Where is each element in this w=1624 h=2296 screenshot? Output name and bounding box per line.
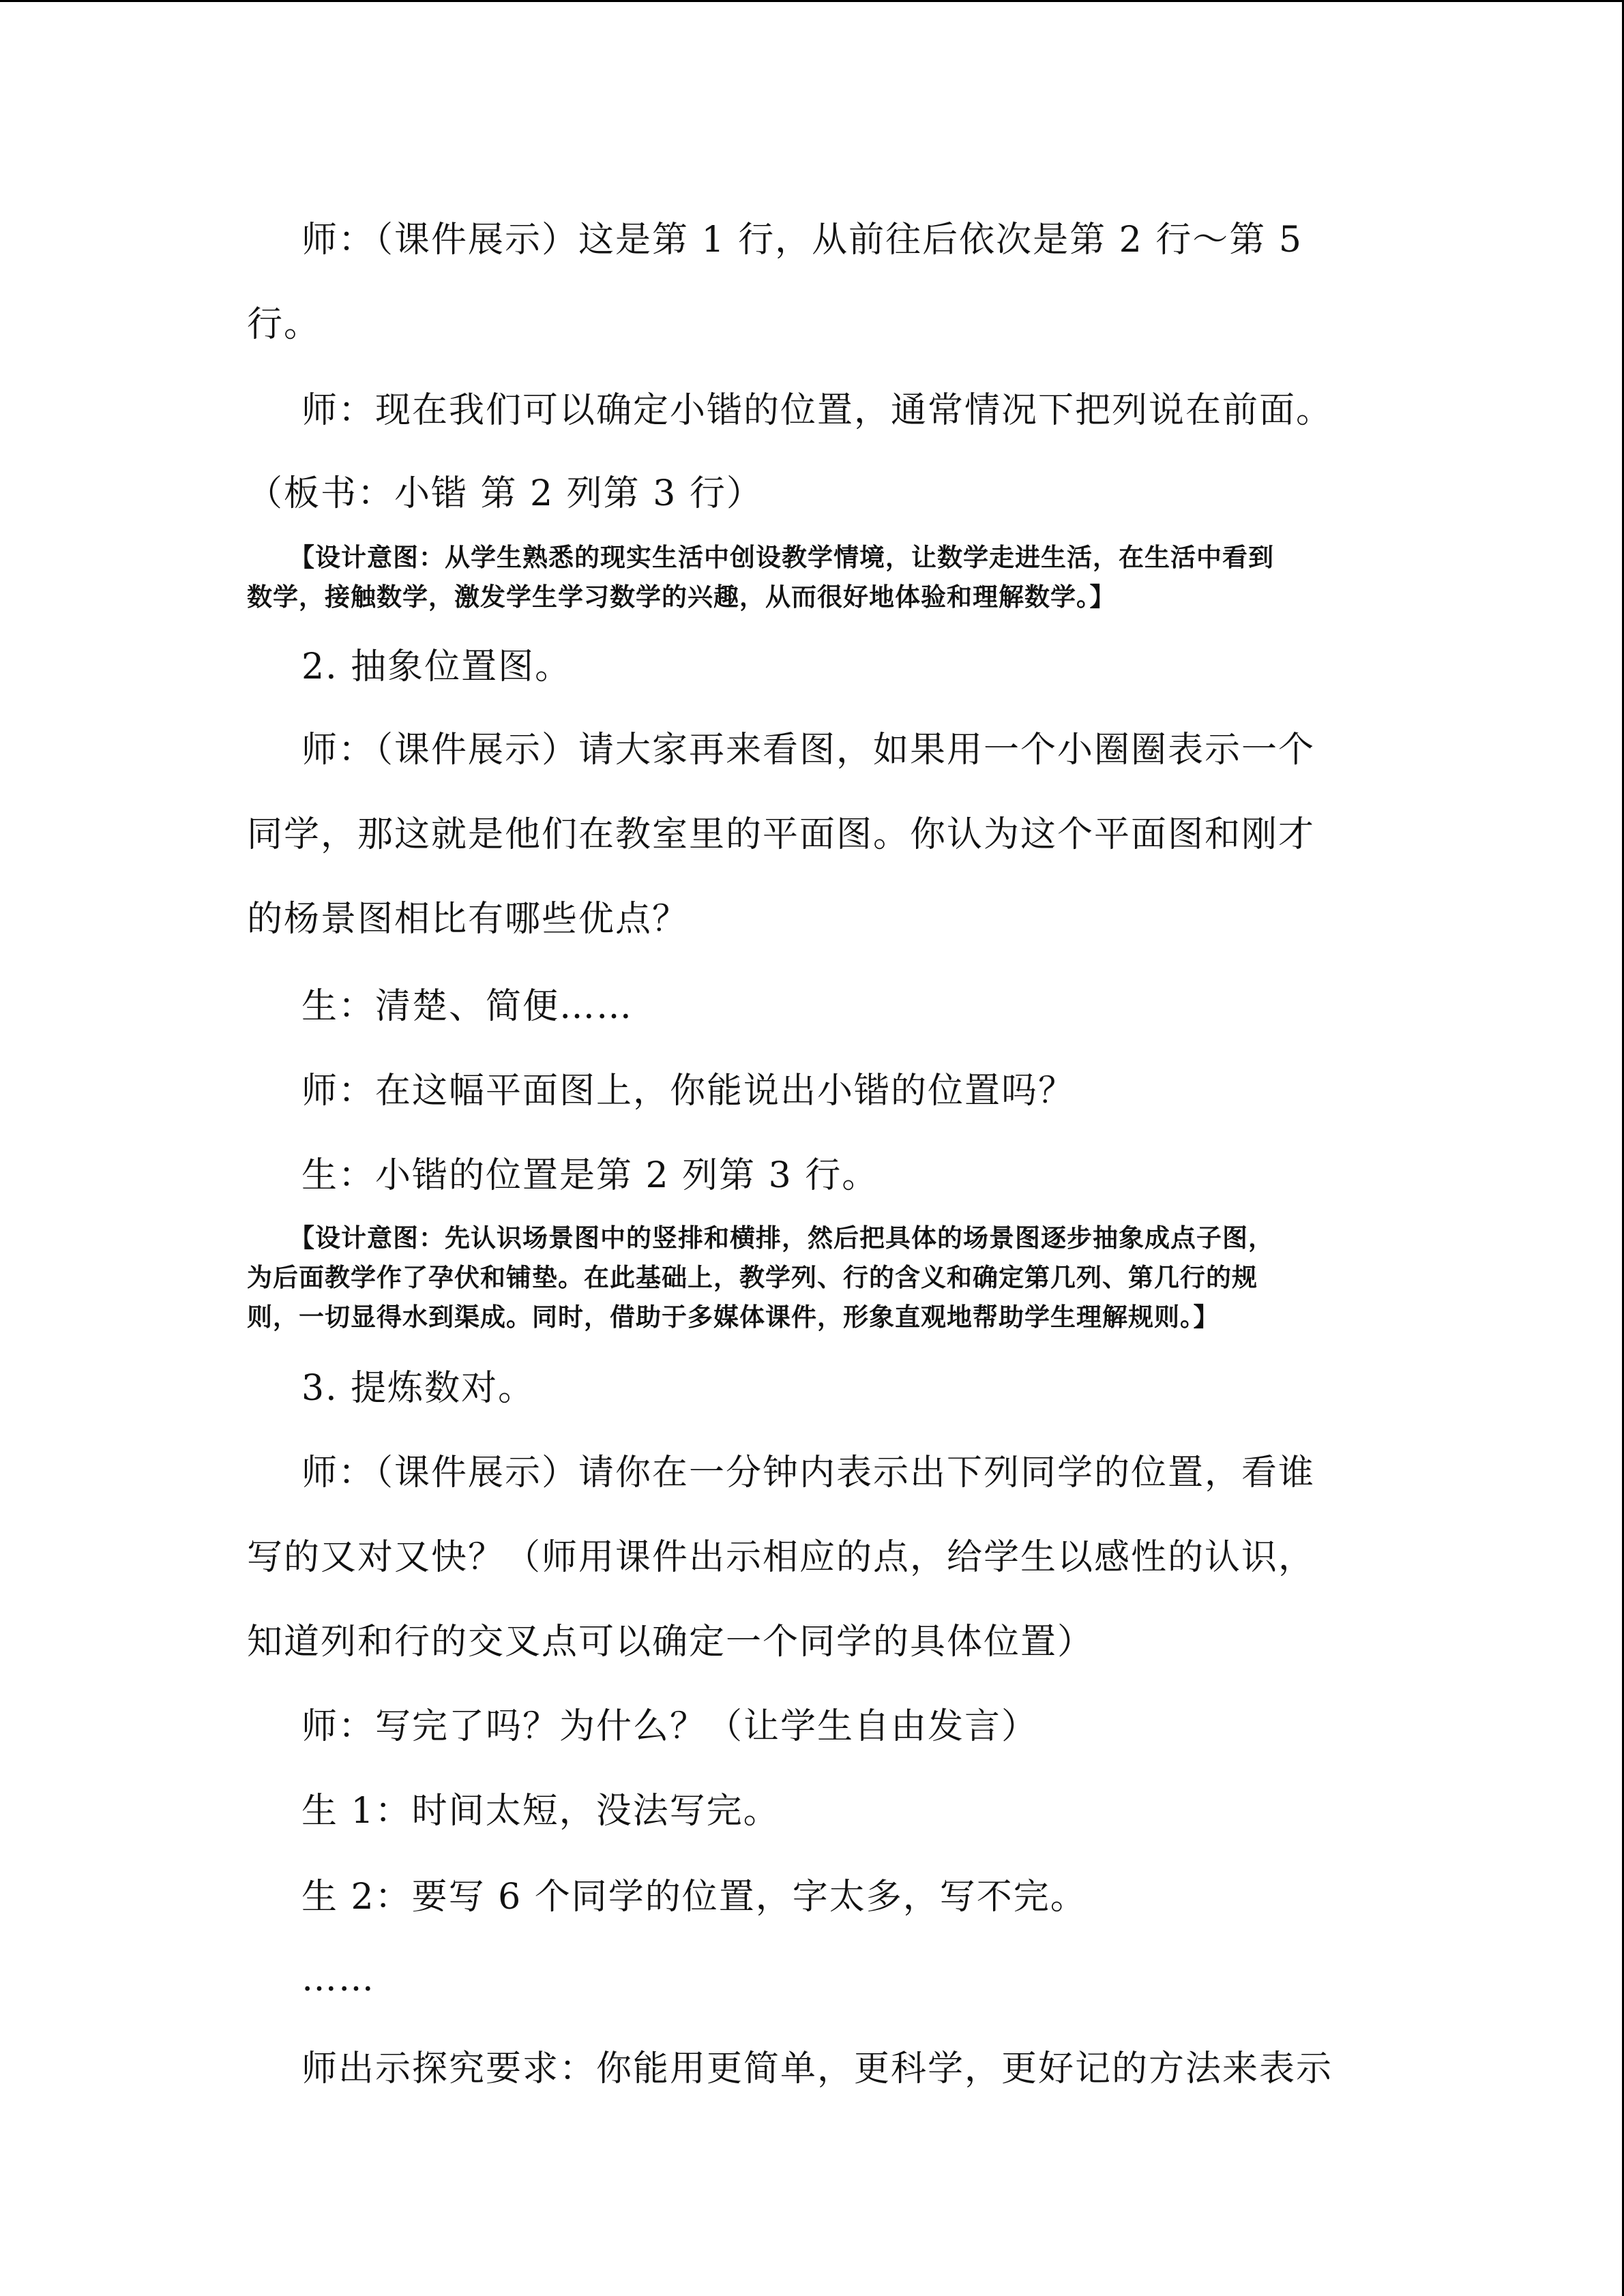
student-1-line: 生 1：时间太短，没法写完。	[301, 1791, 780, 1832]
teacher-line-row1: 师：（课件展示）这是第 1 行，从前往后依次是第 2 行～第 5	[301, 220, 1303, 260]
design-intent-note-1-line-2: 数学，接触数学，激发学生学习数学的兴趣，从而很好地体验和理解数学。】	[247, 582, 1116, 612]
design-intent-note-2-line-3: 则，一切显得水到渠成。同时，借助于多媒体课件，形象直观地帮助学生理解规则。】	[247, 1302, 1220, 1332]
text-line-advantages: 的杨景图相比有哪些优点？	[247, 899, 690, 940]
section-heading-abstract-diagram: 2. 抽象位置图。	[301, 646, 572, 687]
section-heading-number-pairs: 3. 提炼数对。	[301, 1368, 535, 1409]
teacher-line-position: 师：现在我们可以确定小锴的位置，通常情况下把列说在前面。	[301, 390, 1333, 431]
student-line-clear: 生：清楚、简便……	[301, 986, 634, 1027]
ellipsis-line: ……	[301, 1958, 375, 1999]
teacher-line-finished: 师：写完了吗？为什么？（让学生自由发言）	[301, 1706, 1039, 1747]
teacher-line-ask-position: 师：在这幅平面图上，你能说出小锴的位置吗？	[301, 1071, 1076, 1112]
teacher-line-courseware-1: 师：（课件展示）请大家再来看图，如果用一个小圈圈表示一个	[301, 730, 1316, 771]
text-line-plan-view: 同学，那这就是他们在教室里的平面图。你认为这个平面图和刚才	[247, 814, 1316, 855]
text-line-intersection: 知道列和行的交叉点可以确定一个同学的具体位置）	[247, 1622, 1095, 1663]
text-line-write-fast: 写的又对又快？（师用课件出示相应的点，给学生以感性的认识，	[247, 1537, 1316, 1578]
design-intent-note-2-line-2: 为后面教学作了孕伏和铺垫。在此基础上，教学列、行的含义和确定第几列、第几行的规	[247, 1263, 1258, 1292]
student-2-line: 生 2：要写 6 个同学的位置，字太多，写不完。	[301, 1877, 1087, 1918]
text-line-row-continuation: 行。	[247, 304, 321, 345]
blackboard-note: （板书：小锴 第 2 列第 3 行）	[247, 473, 763, 514]
design-intent-note-2-line-1: 【设计意图：先认识场景图中的竖排和横排，然后把具体的场景图逐步抽象成点子图，	[289, 1223, 1274, 1253]
teacher-line-exploration: 师出示探究要求：你能用更简单，更科学，更好记的方法来表示	[301, 2048, 1333, 2089]
teacher-line-courseware-2: 师：（课件展示）请你在一分钟内表示出下列同学的位置，看谁	[301, 1452, 1316, 1493]
student-line-answer-position: 生：小锴的位置是第 2 列第 3 行。	[301, 1155, 879, 1196]
page-border-top	[0, 0, 1624, 2]
design-intent-note-1-line-1: 【设计意图：从学生熟悉的现实生活中创设教学情境，让数学走进生活，在生活中看到	[289, 543, 1274, 572]
